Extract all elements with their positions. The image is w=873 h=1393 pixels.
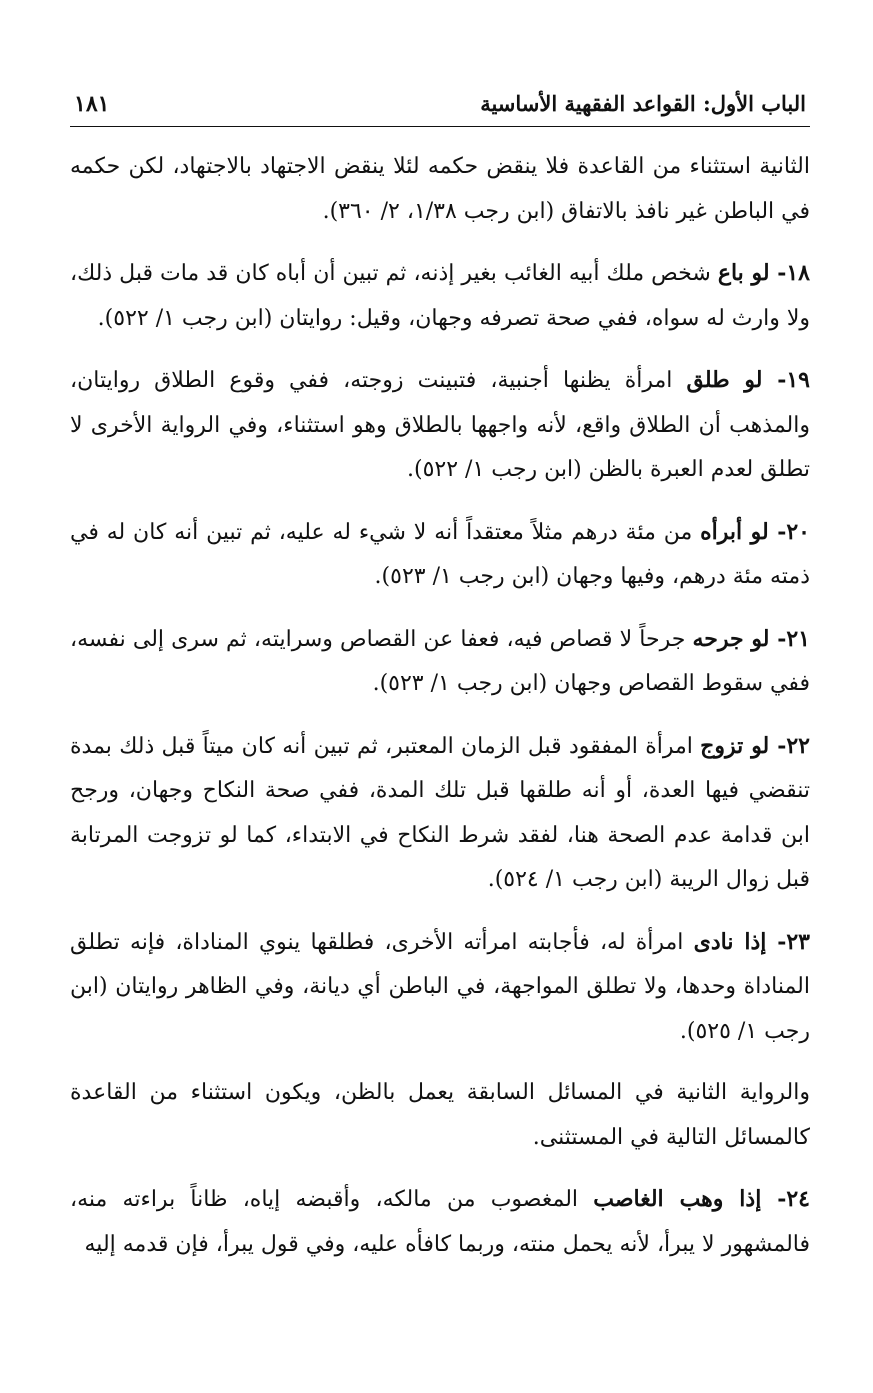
paragraph-keyword: لو باع [717,260,770,286]
paragraph-number: ٢٤- [761,1186,810,1212]
paragraph [70,145,810,234]
numbered-paragraph [70,617,810,707]
numbered-paragraph [70,510,810,600]
paragraph-keyword: لو أبرأه [700,518,769,545]
paragraph-text: امرأة له، فأجابته امرأته الأخرى، فطلقها ينوي المناداة، فإنه تطلق المناداة وحدها، ولا تطلق المواجهة، في الباطن أي ديانة، وفي الظاهر روايتان (ابن رجب ١/ ٥٢٥). [70,929,810,1044]
paragraph-keyword: إذا نادى [693,928,767,955]
numbered-paragraph [70,1177,810,1267]
paragraph-text: المغصوب من مالكه، وأقبضه إياه، ظاناً براءته منه، فالمشهور لا يبرأ، لأنه يحمل منته، وربما كافأه عليه، وفي قول يبرأ، فإن قدمه إليه [70,1187,810,1257]
document-page [70,86,810,1284]
chapter-title: الباب الأول: القواعد الفقهية الأساسية [480,91,806,116]
numbered-paragraph [70,920,810,1055]
numbered-paragraph [70,251,810,341]
paragraph-number: ٢١- [769,625,810,652]
paragraph-keyword: إذا وهب الغاصب [593,1186,762,1212]
paragraph-number: ١٨- [769,260,810,286]
paragraph-text: شخص ملك أبيه الغائب بغير إذنه، ثم تبين أن أباه كان قد مات قبل ذلك، ولا وارث له سواه، ففي صحة تصرفه وجهان، وقيل: روايتان (ابن رجب ١/ ٥٢٢). [70,261,810,331]
paragraph [70,1071,810,1160]
paragraph-keyword: لو تزوج [700,732,770,759]
body-text [70,145,810,1267]
page-number: ١٨١ [74,91,110,117]
paragraph-text: امرأة يظنها أجنبية، فتبينت زوجته، ففي وقوع الطلاق روايتان، والمذهب أن الطلاق واقع، لأنه واجهها بالطلاق وهو استثناء، وفي الرواية الأخرى لا تطلق لعدم العبرة بالظن (ابن رجب ١/ ٥٢٢). [70,368,810,482]
paragraph-text: الثانية استثناء من القاعدة فلا ينقض حكمه لئلا ينقض الاجتهاد بالاجتهاد، لكن حكمه في الباطن غير نافذ بالاتفاق (ابن رجب ١/٣٨، ٢/ ٣٦٠). [70,154,810,224]
paragraph-text: امرأة المفقود قبل الزمان المعتبر، ثم تبين أنه كان ميتاً قبل ذلك بمدة تنقضي فيها العدة، أو أنه طلقها قبل تلك المدة، ففي صحة النكاح وجهان، ورجح ابن قدامة عدم الصحة هنا، لفقد شرط النكاح في الابتداء، كما لو تزوجت المرتابة قبل زوال الريبة (ابن رجب ١/ ٥٢٤). [70,733,810,892]
numbered-paragraph [70,724,810,903]
paragraph-text: من مئة درهم مثلاً معتقداً أنه لا شيء له عليه، ثم تبين أنه كان له في ذمته مئة درهم، وفيها وجهان (ابن رجب ١/ ٥٢٣). [70,519,810,589]
paragraph-keyword: لو جرحه [692,625,770,652]
paragraph-number: ١٩- [762,367,810,393]
running-header [70,86,810,127]
paragraph-number: ٢٠- [768,518,810,545]
paragraph-number: ٢٣- [766,928,810,955]
paragraph-text: جرحاً لا قصاص فيه، فعفا عن القصاص وسرايته، ثم سرى إلى نفسه، ففي سقوط القصاص وجهان (ابن رجب ١/ ٥٢٣). [70,626,810,696]
paragraph-keyword: لو طلق [686,367,763,393]
paragraph-number: ٢٢- [769,732,810,759]
numbered-paragraph [70,358,810,493]
paragraph-text: والرواية الثانية في المسائل السابقة يعمل بالظن، ويكون استثناء من القاعدة كالمسائل التالية في المستثنى. [70,1080,810,1150]
